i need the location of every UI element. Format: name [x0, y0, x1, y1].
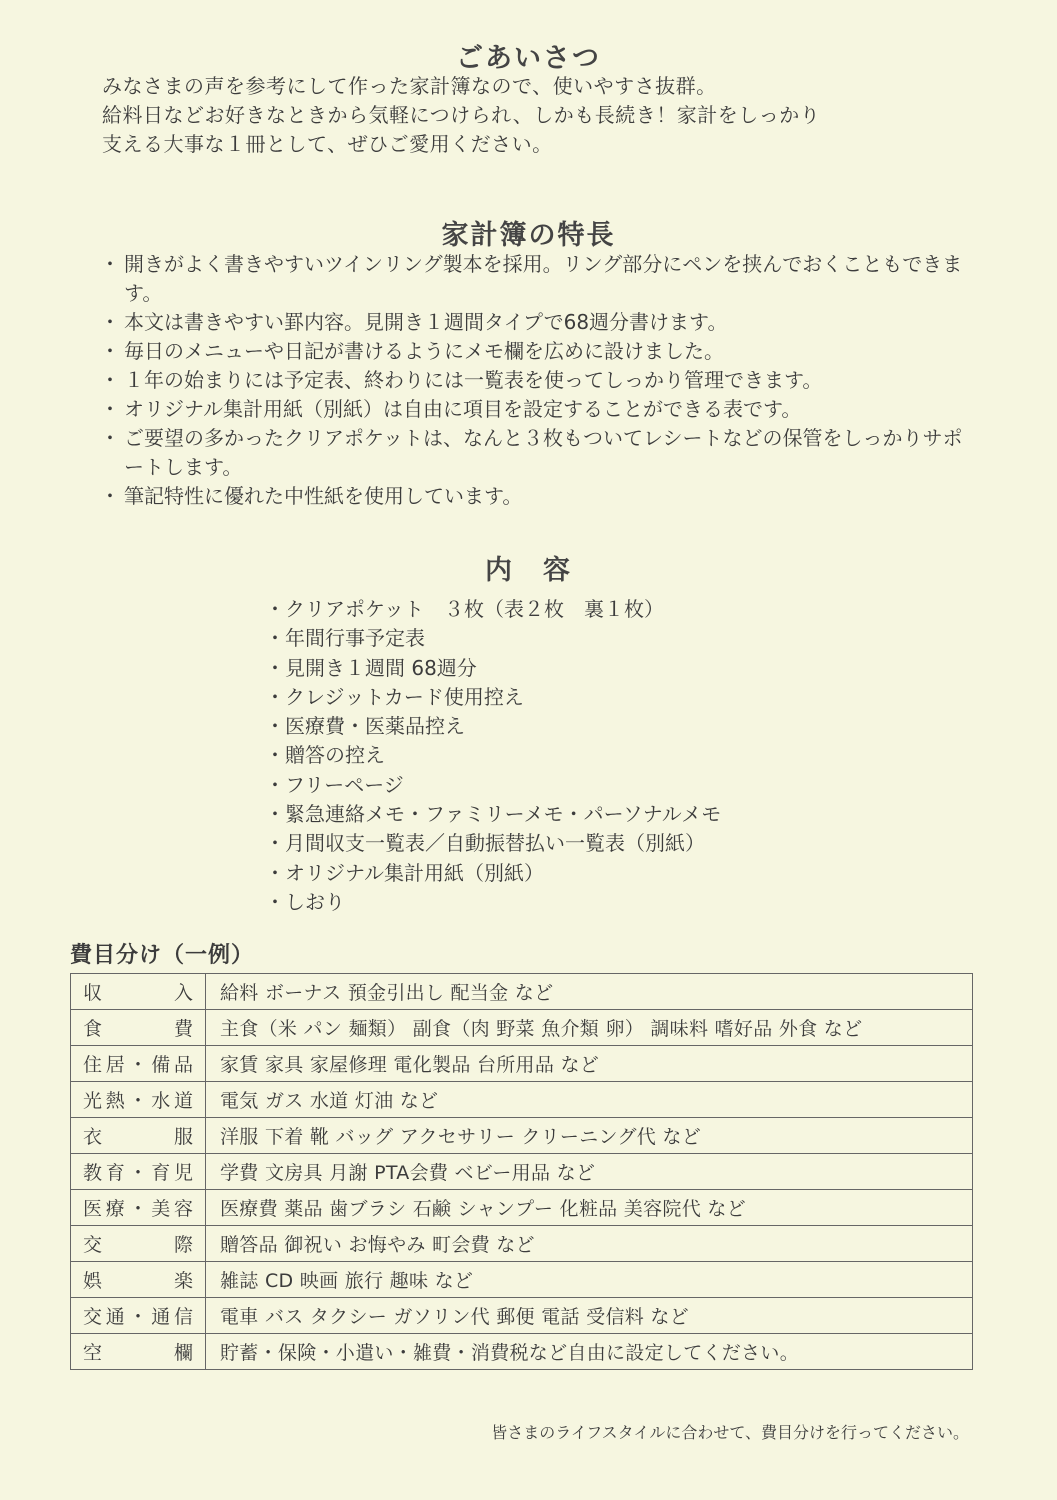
table-row — [71, 1046, 973, 1082]
expense-items: 主食（米 パン 麺類） 副食（肉 野菜 魚介類 卵） 調味料 嗜好品 外食 など — [206, 1010, 973, 1046]
contents-item: ・ クリアポケット ３枚（表２枚 裏１枚） — [265, 595, 865, 624]
table-row — [71, 1010, 973, 1046]
table-row — [71, 1082, 973, 1118]
table-row — [71, 1262, 973, 1298]
feature-item: ・ 毎日のメニューや日記が書けるようにメモ欄を広めに設けました。 — [100, 337, 980, 366]
contents-list — [265, 595, 865, 917]
table-row — [71, 1334, 973, 1370]
contents-item: ・ しおり — [265, 888, 865, 917]
expense-items: 電気 ガス 水道 灯油 など — [206, 1082, 973, 1118]
contents-item: ・ 医療費・医薬品控え — [265, 712, 865, 741]
expense-items: 電車 バス タクシー ガソリン代 郵便 電話 受信料 など — [206, 1298, 973, 1334]
contents-item: ・ 贈答の控え — [265, 741, 865, 770]
contents-item: ・ 見開き１週間 68週分 — [265, 654, 865, 683]
table-row — [71, 1226, 973, 1262]
feature-item: ・ 本文は書きやすい罫内容。見開き１週間タイプで68週分書けます。 — [100, 308, 980, 337]
table-row — [71, 1154, 973, 1190]
feature-item: ・ オリジナル集計用紙（別紙）は自由に項目を設定することができる表です。 — [100, 395, 980, 424]
expense-items: 貯蓄・保険・小遣い・雑費・消費税など自由に設定してください。 — [206, 1334, 973, 1370]
expense-category: 収入 — [71, 974, 206, 1010]
expense-category: 食費 — [71, 1010, 206, 1046]
expense-items: 医療費 薬品 歯ブラシ 石鹸 シャンプー 化粧品 美容院代 など — [206, 1190, 973, 1226]
expense-category: 交通・通信 — [71, 1298, 206, 1334]
expense-category: 交際 — [71, 1226, 206, 1262]
expense-category: 教育・育児 — [71, 1154, 206, 1190]
expense-category: 衣服 — [71, 1118, 206, 1154]
expense-items: 雑誌 CD 映画 旅行 趣味 など — [206, 1262, 973, 1298]
expense-category: 光熱・水道 — [71, 1082, 206, 1118]
feature-item: ・ 開きがよく書きやすいツインリング製本を採用。リング部分にペンを挟んでおくこともできます。 — [100, 250, 980, 308]
expense-items: 学費 文房具 月謝 PTA会費 ベビー用品 など — [206, 1154, 973, 1190]
table-row — [71, 1190, 973, 1226]
feature-item: ・ ご要望の多かったクリアポケットは、なんと３枚もついてレシートなどの保管をしっかりサポートします。 — [100, 424, 980, 482]
expense-items: 洋服 下着 靴 バッグ アクセサリー クリーニング代 など — [206, 1118, 973, 1154]
expense-items: 贈答品 御祝い お悔やみ 町会費 など — [206, 1226, 973, 1262]
contents-item: ・ オリジナル集計用紙（別紙） — [265, 859, 865, 888]
contents-item: ・ クレジットカード使用控え — [265, 683, 865, 712]
table-row — [71, 1118, 973, 1154]
expense-title: 費目分け（一例） — [70, 943, 255, 968]
contents-item: ・ 年間行事予定表 — [265, 624, 865, 653]
expense-category: 医療・美容 — [71, 1190, 206, 1226]
expense-footnote: 皆さまのライフスタイルに合わせて、費目分けを行ってください。 — [491, 1423, 969, 1442]
greeting-line: みなさまの声を参考にして作った家計簿なので、使いやすさ抜群。 — [102, 74, 717, 98]
table-row — [71, 1298, 973, 1334]
table-row — [71, 974, 973, 1010]
contents-title: 内 容 — [485, 555, 572, 586]
expense-category: 娯楽 — [71, 1262, 206, 1298]
features-list — [100, 250, 980, 511]
greeting-text — [102, 72, 962, 159]
expense-category: 空欄 — [71, 1334, 206, 1370]
feature-item: ・ １年の始まりには予定表、終わりには一覧表を使ってしっかり管理できます。 — [100, 366, 980, 395]
contents-item: ・ 緊急連絡メモ・ファミリーメモ・パーソナルメモ — [265, 800, 865, 829]
expense-items: 家賃 家具 家屋修理 電化製品 台所用品 など — [206, 1046, 973, 1082]
expense-table — [70, 973, 973, 1370]
contents-item: ・ フリーページ — [265, 771, 865, 800]
greeting-title: ごあいさつ — [456, 43, 601, 74]
contents-item: ・ 月間収支一覧表／自動振替払い一覧表（別紙） — [265, 829, 865, 858]
expense-category: 住居・備品 — [71, 1046, 206, 1082]
expense-items: 給料 ボーナス 預金引出し 配当金 など — [206, 974, 973, 1010]
greeting-line: 支える大事な１冊として、ぜひご愛用ください。 — [102, 132, 553, 156]
greeting-line: 給料日などお好きなときから気軽につけられ、しかも長続き！家計をしっかり — [102, 103, 821, 127]
feature-item: ・ 筆記特性に優れた中性紙を使用しています。 — [100, 482, 980, 511]
features-title: 家計簿の特長 — [441, 220, 616, 251]
